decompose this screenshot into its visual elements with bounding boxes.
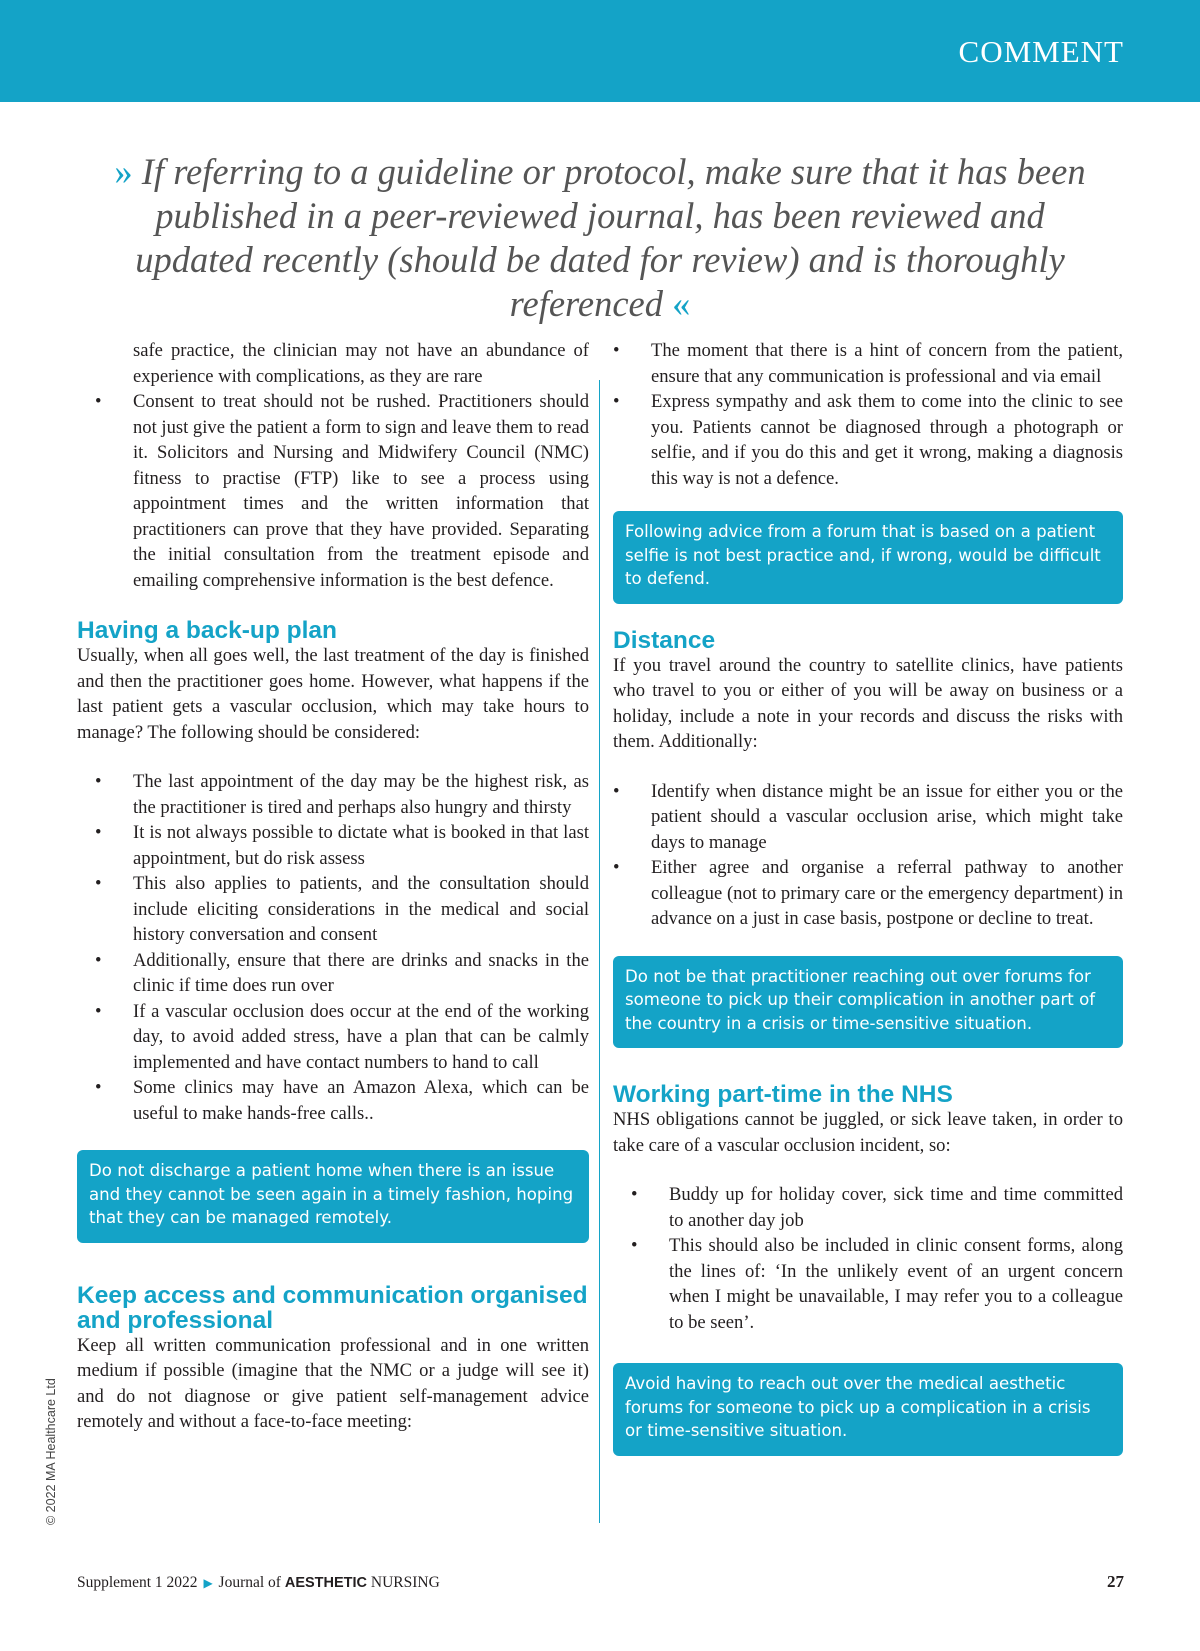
callout-forum: Following advice from a forum that is based on a patient selfie is not best practice and, if wrong, would be difficult to defend. xyxy=(613,511,1123,604)
list-item: • Some clinics may have an Amazon Alexa, which can be useful to make hands-free calls.. xyxy=(77,1075,589,1126)
list-item: • It is not always possible to dictate what is booked in that last appointment, but do risk assess xyxy=(77,820,589,871)
list-item: • The moment that there is a hint of concern from the patient, ensure that any communication is professional and via email xyxy=(613,338,1123,389)
consent-list xyxy=(77,389,589,593)
page-number: 27 xyxy=(1107,1572,1124,1591)
quote-open-mark: » xyxy=(114,151,133,192)
callout-aesthetic: Avoid having to reach out over the medical aesthetic forums for someone to pick up a complication in a crisis or time-sensitive situation. xyxy=(613,1363,1123,1456)
communication-list xyxy=(613,338,1123,491)
copyright-notice: © 2022 MA Healthcare Ltd xyxy=(44,1378,58,1525)
pull-quote-text: If referring to a guideline or protocol, make sure that it has been published in a peer-reviewed journal, has been reviewed and updated recently (should be dated for review) and is thoroughly referenced xyxy=(135,151,1086,324)
callout-practitioner: Do not be that practitioner reaching out over forums for someone to pick up their complication in another part of the country in a crisis or time-sensitive situation. xyxy=(613,956,1123,1049)
access-text: Keep all written communication professional and in one written medium if possible (imagine that the NMC or a judge will see it) and do not diagnose or give patient self-management advice remotely and without a face-to-face meeting: xyxy=(77,1334,589,1432)
footer xyxy=(77,1574,440,1592)
list-item: • If a vascular occlusion does occur at the end of the working day, to avoid added stress, have a plan that can be calmly implemented and have contact numbers to hand to call xyxy=(77,999,589,1076)
header-bar xyxy=(0,0,1200,102)
backup-intro: Usually, when all goes well, the last treatment of the day is finished and then the practitioner goes home. However, what happens if the last patient gets a vascular occlusion, which may take hours to manage? The following should be considered: xyxy=(77,645,589,743)
backup-list xyxy=(77,769,589,1126)
heading-distance: Distance xyxy=(613,626,716,654)
heading-access-communication: Keep access and communication organised and professional xyxy=(77,1281,588,1334)
journal-prefix: Journal of xyxy=(218,1574,281,1591)
distance-list xyxy=(613,779,1123,932)
right-column xyxy=(613,338,1123,1456)
nhs-list xyxy=(613,1182,1123,1335)
left-column xyxy=(77,338,589,1435)
list-item: • Express sympathy and ask them to come into the clinic to see you. Patients cannot be diagnosed through a photograph or selfie, and if you do this and get it wrong, making a diagnosis this way is not a defence. xyxy=(613,389,1123,491)
supplement-label: Supplement 1 2022 xyxy=(77,1574,198,1591)
journal-suffix: NURSING xyxy=(370,1574,440,1591)
column-divider xyxy=(599,380,600,1523)
list-item: • Buddy up for holiday cover, sick time and time committed to another day job xyxy=(613,1182,1123,1233)
heading-nhs: Working part-time in the NHS xyxy=(613,1081,953,1108)
pull-quote xyxy=(100,150,1100,326)
section-title: COMMENT xyxy=(958,34,1124,69)
journal-brand: AESTHETIC xyxy=(284,1575,368,1591)
callout-discharge: Do not discharge a patient home when there is an issue and they cannot be seen again in a timely fashion, hoping that they can be managed remotely. xyxy=(77,1150,589,1243)
list-item: • Either agree and organise a referral pathway to another colleague (not to primary care or the emergency department) in advance on a just in case basis, postpone or decline to treat. xyxy=(613,855,1123,932)
list-item: • Consent to treat should not be rushed. Practitioners should not just give the patient a form to sign and leave them to read it. Solicitors and Nursing and Midwifery Council (NMC) fitness to practise (FTP) like to see a process using appointment times and the written information that practitioners can prove that they have provided. Separating the initial consultation from the treatment episode and emailing comprehensive information is the best defence. xyxy=(77,389,589,593)
distance-intro: If you travel around the country to satellite clinics, have patients who travel to you or either of you will be away on business or a holiday, include a note in your records and discuss the risks with them. Additionally: xyxy=(613,654,1123,752)
list-item: • Identify when distance might be an issue for either you or the patient should a vascular occlusion arise, which might take days to manage xyxy=(613,779,1123,856)
quote-close-mark: « xyxy=(672,283,691,324)
continued-paragraph: safe practice, the clinician may not have an abundance of experience with complications, as they are rare xyxy=(133,340,589,387)
nhs-intro: NHS obligations cannot be juggled, or sick leave taken, in order to take care of a vascular occlusion incident, so: xyxy=(613,1109,1123,1156)
list-item: • The last appointment of the day may be the highest risk, as the practitioner is tired and perhaps also hungry and thirsty xyxy=(77,769,589,820)
heading-backup-plan: Having a back-up plan xyxy=(77,617,338,644)
triangle-icon: ▶ xyxy=(203,1576,213,1590)
list-item: • Additionally, ensure that there are drinks and snacks in the clinic if time does run over xyxy=(77,948,589,999)
list-item: • This also applies to patients, and the consultation should include eliciting considerations in the medical and social history conversation and consent xyxy=(77,871,589,948)
list-item: • This should also be included in clinic consent forms, along the lines of: ‘In the unlikely event of an urgent concern when I might be unavailable, I may refer you to a colleague to be seen’. xyxy=(613,1233,1123,1335)
